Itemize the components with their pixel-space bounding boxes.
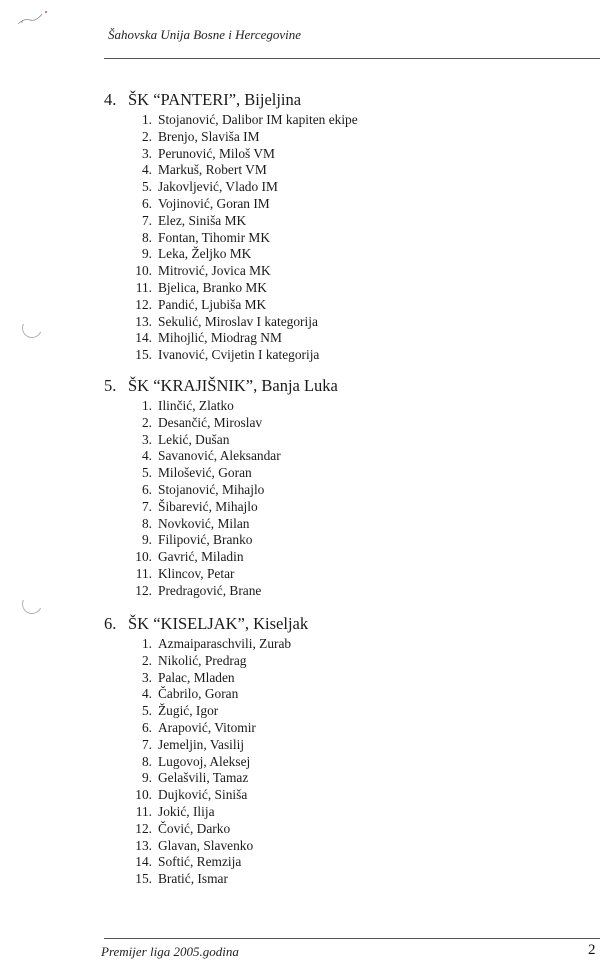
player-number: 6. xyxy=(141,195,152,211)
player-name: Perunović, Miloš VM xyxy=(158,145,275,161)
player-name: Ilinčić, Zlatko xyxy=(158,398,234,413)
club-number: 6. xyxy=(104,614,117,633)
player-number: 10. xyxy=(135,787,152,803)
player-name: Predragović, Brane xyxy=(158,582,262,598)
player-item xyxy=(104,583,338,600)
player-name: Elez, Siniša MK xyxy=(158,212,247,228)
player-number: 5. xyxy=(141,703,152,719)
player-number: 3. xyxy=(141,145,152,161)
player-item xyxy=(104,871,308,888)
pen-mark xyxy=(12,4,52,28)
player-number: 5. xyxy=(141,179,152,195)
player-number: 1. xyxy=(141,636,152,651)
player-item xyxy=(104,213,358,230)
player-name: Mihojlić, Miodrag NM xyxy=(158,330,282,346)
player-item xyxy=(104,330,358,347)
player-number: 15. xyxy=(135,871,152,887)
player-name: Ivanović, Cvijetin I kategorija xyxy=(158,347,320,363)
player-item xyxy=(104,653,308,670)
player-name: Gelašvili, Tamaz xyxy=(158,770,249,786)
player-list xyxy=(104,398,338,600)
player-name: Bratić, Ismar xyxy=(158,871,228,887)
player-number: 8. xyxy=(141,229,152,245)
player-item xyxy=(104,129,358,146)
player-name: Stojanović, Mihajlo xyxy=(158,481,265,497)
player-number: 14. xyxy=(135,854,152,870)
punch-hole-mark xyxy=(19,315,45,341)
player-name: Filipović, Branko xyxy=(158,532,253,548)
player-item xyxy=(104,516,338,533)
club-number: 4. xyxy=(104,90,117,109)
player-number: 2. xyxy=(141,652,152,668)
player-item xyxy=(104,703,308,720)
player-item xyxy=(104,179,358,196)
player-list xyxy=(104,112,358,364)
player-name: Jemeljin, Vasilij xyxy=(158,736,245,752)
club-name: ŠK “KRAJIŠNIK”, Banja Luka xyxy=(128,376,338,395)
player-item xyxy=(104,196,358,213)
player-item xyxy=(104,686,308,703)
player-name: Čabrilo, Goran xyxy=(158,686,239,702)
club-heading xyxy=(104,614,308,634)
player-number: 11. xyxy=(135,565,152,581)
club-name: ŠK “PANTERI”, Bijeljina xyxy=(128,90,302,109)
player-item xyxy=(104,482,338,499)
player-name: Stojanović, Dalibor IM kapiten ekipe xyxy=(158,112,358,127)
club-heading xyxy=(104,90,358,110)
player-name: Azmaiparaschvili, Zurab xyxy=(158,636,292,651)
player-name: Vojinović, Goran IM xyxy=(158,195,270,211)
player-item xyxy=(104,297,358,314)
player-number: 15. xyxy=(135,347,152,363)
club-heading xyxy=(104,376,338,396)
player-item xyxy=(104,415,338,432)
player-item xyxy=(104,230,358,247)
player-item xyxy=(104,670,308,687)
player-number: 6. xyxy=(141,719,152,735)
player-item xyxy=(104,499,338,516)
player-name: Novković, Milan xyxy=(158,515,250,531)
player-item xyxy=(104,838,308,855)
player-number: 10. xyxy=(135,549,152,565)
club-name: ŠK “KISELJAK”, Kiseljak xyxy=(128,614,309,633)
player-item xyxy=(104,720,308,737)
player-name: Fontan, Tihomir MK xyxy=(158,229,270,245)
player-number: 3. xyxy=(141,669,152,685)
player-item xyxy=(104,432,338,449)
player-item xyxy=(104,263,358,280)
player-number: 5. xyxy=(141,465,152,481)
player-name: Čović, Darko xyxy=(158,820,231,836)
player-number: 9. xyxy=(141,246,152,262)
player-list xyxy=(104,636,308,888)
player-number: 4. xyxy=(141,162,152,178)
player-name: Lugovoj, Aleksej xyxy=(158,753,251,769)
player-name: Softić, Remzija xyxy=(158,854,242,870)
player-name: Bjelica, Branko MK xyxy=(158,279,267,295)
player-number: 2. xyxy=(141,128,152,144)
player-name: Dujković, Siniša xyxy=(158,787,248,803)
player-name: Arapović, Vitomir xyxy=(158,719,256,735)
player-item xyxy=(104,532,338,549)
player-number: 11. xyxy=(135,279,152,295)
player-number: 13. xyxy=(135,313,152,329)
player-number: 7. xyxy=(141,736,152,752)
player-number: 12. xyxy=(135,582,152,598)
player-number: 7. xyxy=(141,498,152,514)
player-name: Savanović, Aleksandar xyxy=(158,448,281,464)
player-number: 7. xyxy=(141,212,152,228)
player-name: Markuš, Robert VM xyxy=(158,162,267,178)
player-item xyxy=(104,465,338,482)
player-item xyxy=(104,854,308,871)
player-item xyxy=(104,821,308,838)
player-number: 11. xyxy=(135,803,152,819)
player-item xyxy=(104,314,358,331)
player-number: 3. xyxy=(141,431,152,447)
player-item xyxy=(104,754,308,771)
player-item xyxy=(104,566,338,583)
player-item xyxy=(104,804,308,821)
player-item xyxy=(104,636,308,653)
player-number: 13. xyxy=(135,837,152,853)
player-item xyxy=(104,246,358,263)
player-name: Nikolić, Predrag xyxy=(158,652,247,668)
player-item xyxy=(104,162,358,179)
player-item xyxy=(104,398,338,415)
player-item xyxy=(104,347,358,364)
player-number: 1. xyxy=(141,398,152,413)
player-item xyxy=(104,787,308,804)
footer-rule xyxy=(104,938,600,939)
page-header: Šahovska Unija Bosne i Hercegovine xyxy=(108,27,302,42)
player-number: 2. xyxy=(141,414,152,430)
player-item xyxy=(104,448,338,465)
player-number: 1. xyxy=(141,112,152,127)
punch-hole-mark xyxy=(19,591,45,617)
player-number: 9. xyxy=(141,770,152,786)
page-footer: Premijer liga 2005.godina xyxy=(101,944,239,959)
club-section xyxy=(104,376,338,600)
header-rule xyxy=(104,58,600,59)
player-number: 10. xyxy=(135,263,152,279)
player-name: Pandić, Ljubiša MK xyxy=(158,296,267,312)
player-item xyxy=(104,549,338,566)
player-number: 8. xyxy=(141,515,152,531)
player-name: Žugić, Igor xyxy=(158,703,219,719)
player-item xyxy=(104,770,308,787)
player-name: Desančić, Miroslav xyxy=(158,414,263,430)
player-name: Lekić, Dušan xyxy=(158,431,230,447)
player-item xyxy=(104,280,358,297)
player-name: Milošević, Goran xyxy=(158,465,252,481)
player-number: 12. xyxy=(135,296,152,312)
player-number: 6. xyxy=(141,481,152,497)
player-item xyxy=(104,146,358,163)
player-number: 8. xyxy=(141,753,152,769)
player-item xyxy=(104,737,308,754)
player-number: 14. xyxy=(135,330,152,346)
player-name: Klincov, Petar xyxy=(158,565,235,581)
player-name: Brenjo, Slaviša IM xyxy=(158,128,260,144)
player-name: Jakovljević, Vlado IM xyxy=(158,179,278,195)
player-name: Šibarević, Mihajlo xyxy=(158,498,258,514)
player-number: 12. xyxy=(135,820,152,836)
club-section xyxy=(104,90,358,364)
player-name: Glavan, Slavenko xyxy=(158,837,254,853)
club-section xyxy=(104,614,308,888)
player-name: Sekulić, Miroslav I kategorija xyxy=(158,313,318,329)
page-number: 2 xyxy=(588,942,596,958)
player-name: Mitrović, Jovica MK xyxy=(158,263,271,279)
player-name: Leka, Željko MK xyxy=(158,246,252,262)
player-item xyxy=(104,112,358,129)
player-number: 9. xyxy=(141,532,152,548)
player-number: 4. xyxy=(141,448,152,464)
player-number: 4. xyxy=(141,686,152,702)
player-name: Gavrić, Miladin xyxy=(158,549,244,565)
club-number: 5. xyxy=(104,376,117,395)
player-name: Palac, Mladen xyxy=(158,669,235,685)
player-name: Jokić, Ilija xyxy=(158,803,215,819)
